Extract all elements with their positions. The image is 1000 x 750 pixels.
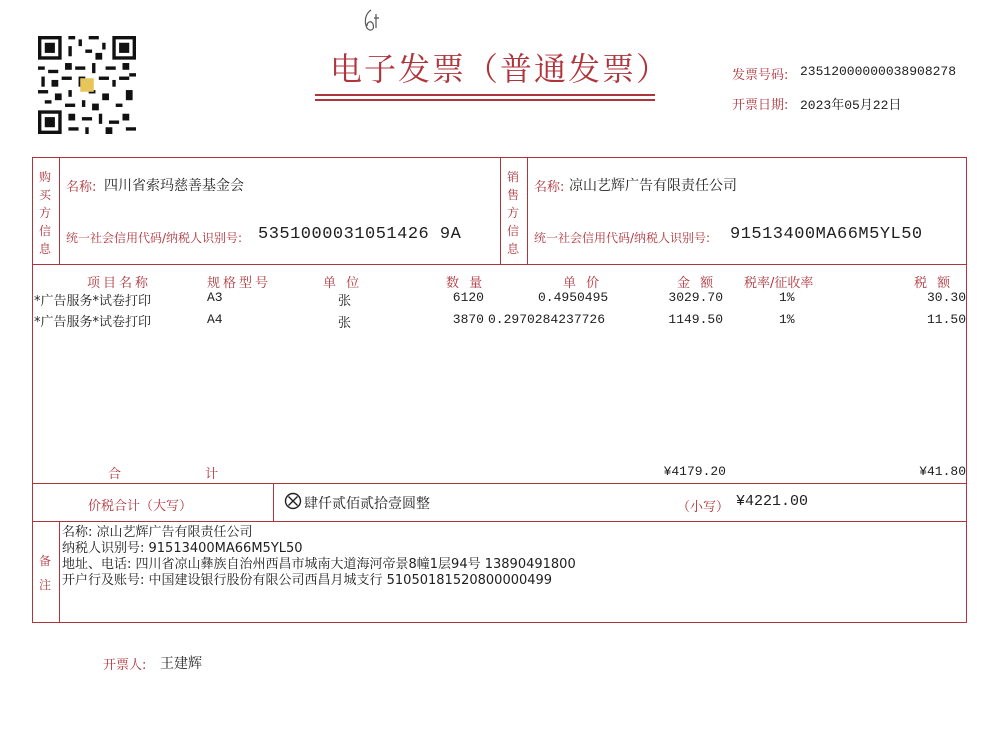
buyer-section-label: 购买方信息 <box>38 170 51 256</box>
invoice-number-label: 发票号码: <box>732 68 789 83</box>
frame-left-border <box>32 157 33 623</box>
remarks-label-divider <box>59 521 60 622</box>
buyer-name-label: 名称: <box>66 180 97 195</box>
header-unit: 单 位 <box>323 276 363 291</box>
seller-label-divider <box>527 157 528 264</box>
invoice-date-label: 开票日期: <box>732 98 789 113</box>
grand-total-label: 价税合计（大写） <box>88 499 193 514</box>
currency-circle-x-icon <box>284 492 302 510</box>
grand-total-divider <box>273 483 274 521</box>
row-rate: 1% <box>779 312 795 327</box>
buyer-tax-id: 5351000031051426 9A <box>258 225 462 244</box>
invoice-number: 23512000000038908278 <box>800 64 957 79</box>
issuer-label: 开票人: <box>103 658 147 673</box>
total-divider <box>32 521 967 522</box>
row-amount: 1149.50 <box>668 312 723 327</box>
buyer-label-divider <box>59 157 60 264</box>
seller-tax-label: 统一社会信用代码/纳税人识别号: <box>534 231 711 245</box>
issuer-name: 王建辉 <box>160 656 202 672</box>
seller-section-label: 销售方信息 <box>506 170 519 256</box>
row-amount: 3029.70 <box>668 290 723 305</box>
party-middle-divider <box>500 157 501 264</box>
grand-total-upper: 肆仟贰佰贰拾壹圆整 <box>304 496 430 512</box>
remarks-label: 备注 <box>38 554 51 592</box>
row-qty: 3870 <box>452 312 484 327</box>
row-tax: 11.50 <box>926 312 966 327</box>
row-item: *广告服务*试卷打印 <box>34 315 152 330</box>
remark-line: 地址、电话: 四川省凉山彝族自治州西昌市城南大道海河帝景8幢1层94号 13890491800 <box>62 557 576 572</box>
frame-bottom-border <box>32 622 967 623</box>
buyer-tax-label: 统一社会信用代码/纳税人识别号: <box>66 231 243 245</box>
title-underline <box>315 99 655 101</box>
row-rate: 1% <box>779 290 795 305</box>
remark-line: 名称: 凉山艺辉广告有限责任公司 <box>62 525 253 540</box>
header-price: 单 价 <box>563 276 603 291</box>
remark-line: 纳税人识别号: 91513400MA66M5YL50 <box>62 541 303 556</box>
grand-total-lower: ¥4221.00 <box>736 493 809 510</box>
handwritten-mark <box>361 8 383 34</box>
header-amount: 金 额 <box>677 276 717 291</box>
header-spec: 规格型号 <box>207 276 272 291</box>
total-tax: ¥41.80 <box>919 464 966 479</box>
row-item: *广告服务*试卷打印 <box>34 294 152 309</box>
row-spec: A3 <box>207 290 223 305</box>
frame-right-border <box>966 157 967 623</box>
header-rate: 税率/征收率 <box>744 276 814 291</box>
party-divider <box>32 264 967 265</box>
header-item: 项目名称 <box>87 276 152 291</box>
header-qty: 数 量 <box>446 276 486 291</box>
buyer-name: 四川省索玛慈善基金会 <box>104 178 244 194</box>
seller-name: 凉山艺辉广告有限责任公司 <box>569 178 737 194</box>
seller-tax-id: 91513400MA66M5YL50 <box>730 225 923 244</box>
row-unit: 张 <box>338 294 352 309</box>
items-divider <box>32 483 967 484</box>
total-label: 合 计 <box>108 467 259 482</box>
row-tax: 30.30 <box>926 290 966 305</box>
row-spec: A4 <box>207 312 223 327</box>
row-qty: 6120 <box>452 290 484 305</box>
header-tax: 税 额 <box>914 276 954 291</box>
row-price: 0.2970284237726 <box>488 312 606 327</box>
total-amount: ¥4179.20 <box>663 464 726 479</box>
invoice-title: 电子发票（普通发票） <box>330 50 671 88</box>
row-unit: 张 <box>338 316 352 331</box>
row-price: 0.4950495 <box>538 290 609 305</box>
qr-code <box>38 36 136 134</box>
title-underline <box>315 94 655 96</box>
grand-total-lower-label: （小写） <box>677 500 730 515</box>
invoice-date: 2023年05月22日 <box>800 98 902 113</box>
seller-name-label: 名称: <box>534 180 565 195</box>
remark-line: 开户行及账号: 中国建设银行股份有限公司西昌月城支行 51050181520800000499 <box>62 573 553 588</box>
